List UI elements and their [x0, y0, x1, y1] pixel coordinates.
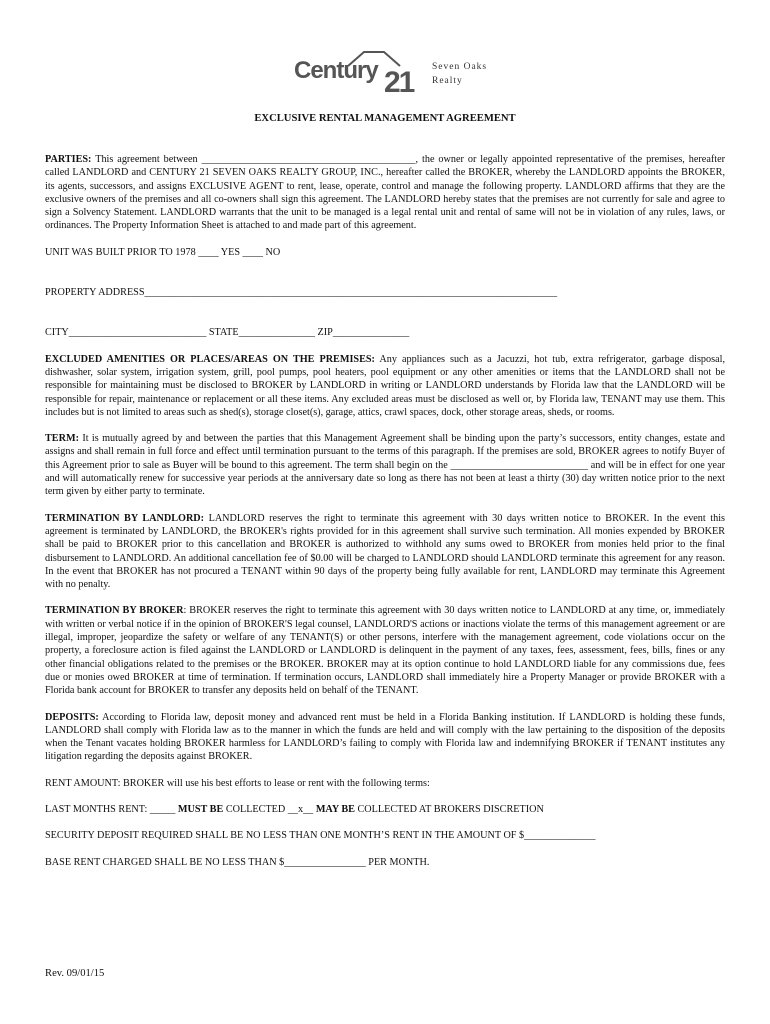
logo-line-2: Realty — [432, 76, 463, 86]
termination-broker-heading: TERMINATION BY BROKER — [45, 605, 184, 617]
last-months-rent-line — [45, 803, 725, 816]
base-rent-line: BASE RENT CHARGED SHALL BE NO LESS THAN $________________ PER MONTH. — [45, 856, 430, 868]
excluded-text: Any appliances such as a Jacuzzi, hot tub, extra refrigerator, garbage disposal, dishwasher, solar system, irrigation system, grill, pool pumps, pool heaters, pool equipment or any other amenities or items that the LANDLORD shall not be responsible for maintaining must be disclosed to BROKER by LANDLORD in writing or LANDLORD understands by Florida law that the LANDLORD will be responsible for repair, maintenance or replacement or all these items. Any excluded areas must be disclosed as well or, by Florida law, TENANT may use them. This includes but is not limited to areas such as shed(s), storage closet(s), garage, attics, crawl spaces, dock, other storage areas, sheds, or rooms. — [45, 353, 725, 418]
excluded-heading: EXCLUDED AMENITIES OR PLACES/AREAS ON THE PREMISES: — [45, 353, 375, 365]
city-state-zip-line: CITY___________________________ STATE_______________ ZIP_______________ — [45, 327, 410, 339]
parties-text: This agreement between __________________________________________, the owner or legally appointed representative of the premises, hereafter called LANDLORD and CENTURY 21 SEVEN OAKS REALTY GROUP, INC., hereafter called the BROKER, whereby the LANDLORD appoints the BROKER, its agents, successors, and assigns EXCLUSIVE AGENT to rent, lease, operate, control and manage the following property. LANDLORD affirms that they are the exclusive owners of the premises and all co-owners shall sign this agreement. The LANDLORD hereby states that the premises are not currently for sale and agree to sign a Solvency Statement. LANDLORD warrants that the unit to be managed is a legal rental unit and rental of same will not be in violation of any rules, laws, or ordinances. The Property Information Sheet is attached to and made part of this agreement. — [45, 154, 725, 232]
deposits-text: According to Florida law, deposit money and advanced rent must be held in a Florida Banking institution. If LANDLORD is holding these funds, LANDLORD shall comply with Florida law as to the manner in which the funds are held and will comply with the law pertaining to the disposition of the deposits when the Tenant vacates holding BROKER harmless for LANDLORD’s failing to comply with Florida law and indemnifying BROKER if TENANT institutes any litigation regarding the deposits against BROKER. — [45, 711, 725, 763]
security-deposit-line: SECURITY DEPOSIT REQUIRED SHALL BE NO LESS THAN ONE MONTH’S RENT IN THE AMOUNT OF $______________ — [45, 830, 596, 842]
logo-office-name — [432, 60, 487, 88]
svg-text:21: 21 — [384, 66, 414, 98]
last-months-part2: COLLECTED __x__ — [223, 803, 316, 815]
term-text: It is mutually agreed by and between the parties that this Management Agreement shall be binding upon the party’s successors, entity changes, estate and assigns and shall remain in full force and effect until termination pursuant to the terms of this paragraph. If the premises are sold, BROKER agrees to notify Buyer of this Agreement prior to sale as Buyer will be bound to this agreement. The term shall begin on the ___________________________ and will be in effect for one year and will automatically renew for successive year periods at the anniversary date so long as there has not been at least a thirty (30) day written notice prior to the next term given by either party to terminate. — [45, 433, 725, 498]
excluded-amenities-paragraph — [45, 353, 725, 419]
termination-broker-paragraph — [45, 604, 725, 697]
termination-broker-text: : BROKER reserves the right to terminate this agreement with 30 days written notice to LANDLORD at any time, or, immediately with written or verbal notice if in the opinion of BROKER'S legal counsel, LANDLORD'S actions or inactions violate the terms of this management agreement or are illegal, improper, jeopardize the safety or welfare of any TENANT(S) or other persons, interfere with the management agreement, code violations occur on the property, a foreclosure action is filed against the LANDLORD or LANDLORD is delinquent in the payment of any taxes, fees, assessment, fees, bills, fines or any other financial obligations related to the premises or the BROKER. BROKER may at its option continue to hold LANDLORD liable for any commissions due, fees due or monies owed BROKER at time of termination. If termination occurs, LANDLORD shall immediately hire a Property Manager or provide BROKER with a Florida bank account for BROKER to transfer any deposits held on behalf of the TENANT. — [45, 605, 726, 697]
parties-heading: PARTIES: — [45, 154, 92, 165]
revision-footer: Rev. 09/01/15 — [45, 968, 105, 979]
deposits-paragraph — [45, 711, 725, 764]
last-months-must-be: MUST BE — [177, 803, 224, 815]
termination-landlord-paragraph — [45, 512, 725, 592]
term-paragraph — [45, 432, 725, 498]
agreement-body — [45, 153, 725, 882]
century21-logo-mark — [292, 48, 422, 98]
svg-text:Century: Century — [294, 57, 378, 84]
termination-landlord-heading: TERMINATION BY LANDLORD: — [45, 512, 205, 524]
document-title: EXCLUSIVE RENTAL MANAGEMENT AGREEMENT — [254, 113, 516, 124]
last-months-may-be: MAY BE — [315, 803, 355, 815]
last-months-part1: LAST MONTHS RENT: _____ — [45, 803, 178, 815]
century21-logo — [292, 48, 520, 98]
term-heading: TERM: — [45, 433, 79, 445]
logo-line-1: Seven Oaks — [432, 62, 488, 72]
parties-paragraph — [45, 153, 725, 233]
rent-amount-line: RENT AMOUNT: BROKER will use his best efforts to lease or rent with the following terms: — [45, 777, 430, 789]
termination-landlord-text: LANDLORD reserves the right to terminate this agreement with 30 days written notice to BROKER. In the event this agreement is terminated by LANDLORD, the BROKER's rights provided for in this agreement shall survive such termination. All monies expended by BROKER shall be paid to BROKER prior to this cancellation and BROKER is authorized to withhold any sums owed to BROKER from monies held prior to the final disbursement to LANDLORD. An additional cancellation fee of $0.00 will be charged to LANDLORD should LANDLORD terminate this agreement for any reason. In the event that BROKER has not procured a TENANT within 90 days of the property being fully available for rent, LANDLORD may terminate this Agreement with no penalty. — [45, 512, 725, 591]
property-address-line: PROPERTY ADDRESS_________________________________________________________________________________ — [45, 287, 558, 299]
deposits-heading: DEPOSITS: — [45, 711, 99, 723]
unit-built-line: UNIT WAS BUILT PRIOR TO 1978 ____ YES ____ NO — [45, 246, 281, 258]
last-months-part3: COLLECTED AT BROKERS DISCRETION — [354, 803, 544, 815]
